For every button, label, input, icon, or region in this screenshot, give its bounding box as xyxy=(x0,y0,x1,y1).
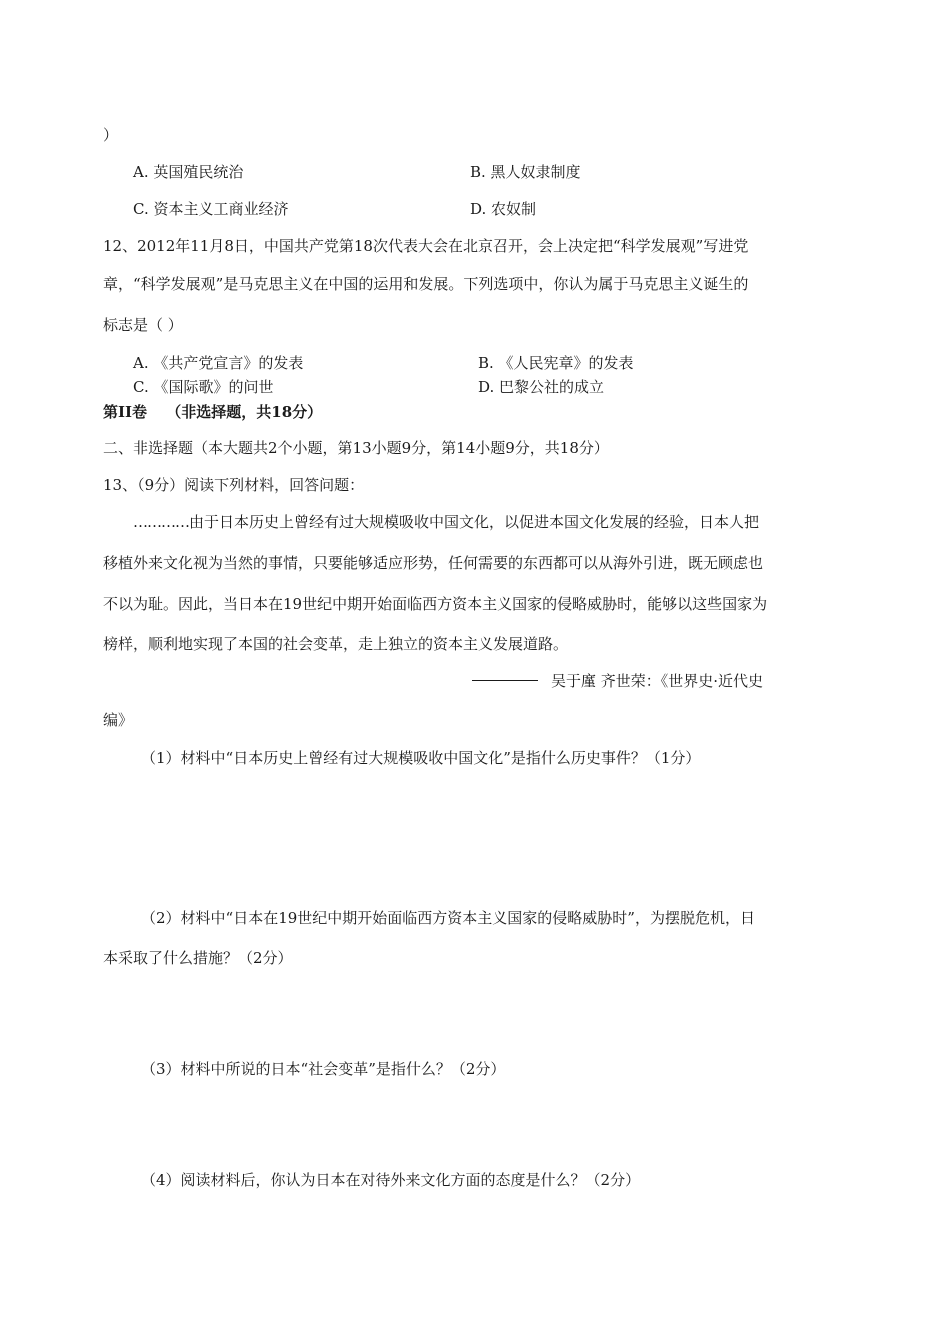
material-source-line-1: 吴于廑 齐世荣：《世界史·近代史 xyxy=(551,672,764,690)
q12-option-d: D. 巴黎公社的成立 xyxy=(478,378,605,396)
material-line-1 xyxy=(133,512,759,532)
material-line-2: 移植外来文化视为当然的事情，只要能够适应形势，任何需要的东西都可以从海外引进，既无顾虑也 xyxy=(103,554,764,572)
q11-option-c: C. 资本主义工商业经济 xyxy=(133,200,289,218)
q12-stem-line-1: 12、2012年11月8日，中国共产党第18次代表大会在北京召开，会上决定把“科学发展观”写进党 xyxy=(103,237,749,255)
source-dash xyxy=(472,680,538,681)
material-line-1-text: 由于日本历史上曾经有过大规模吸收中国文化，以促进本国文化发展的经验，日本人把 xyxy=(189,513,760,531)
q12-option-a: A. 《共产党宣言》的发表 xyxy=(133,354,304,372)
q13-sub-question-4: （4）阅读材料后，你认为日本在对待外来文化方面的态度是什么？（2分） xyxy=(141,1171,641,1189)
part2-heading-label: 第II卷 xyxy=(103,403,148,421)
material-line-3: 不以为耻。因此，当日本在19世纪中期开始面临西方资本主义国家的侵略威胁时，能够以这些国家为 xyxy=(103,595,768,613)
q13-sub-question-1: （1）材料中“日本历史上曾经有过大规模吸收中国文化”是指什么历史事件？（1分） xyxy=(141,749,701,767)
q11-tail: ） xyxy=(103,126,119,144)
q13-sub-question-2-line-1: （2）材料中“日本在19世纪中期开始面临西方资本主义国家的侵略威胁时”，为摆脱危机，日 xyxy=(141,909,755,927)
q11-option-d: D. 农奴制 xyxy=(470,200,537,218)
ellipsis-dots: ………… xyxy=(133,513,189,531)
q11-option-b: B. 黑人奴隶制度 xyxy=(470,163,581,181)
q13-sub-question-2-line-2: 本采取了什么措施？（2分） xyxy=(103,949,293,967)
part2-heading-note: （非选择题，共18分） xyxy=(166,403,323,421)
section-title: 二、非选择题（本大题共2个小题，第13小题9分，第14小题9分，共18分） xyxy=(103,439,609,457)
q12-option-b: B. 《人民宪章》的发表 xyxy=(478,354,634,372)
material-line-4: 榜样，顺利地实现了本国的社会变革，走上独立的资本主义发展道路。 xyxy=(103,635,569,653)
q12-stem-line-2: 章，“科学发展观”是马克思主义在中国的运用和发展。下列选项中，你认为属于马克思主义诞生的 xyxy=(103,275,749,293)
q12-stem-line-3: 标志是（ ） xyxy=(103,316,183,334)
q13-intro: 13、（9分）阅读下列材料，回答问题： xyxy=(103,476,365,494)
q11-option-a: A. 英国殖民统治 xyxy=(133,163,244,181)
material-source-line-2: 编》 xyxy=(103,711,134,729)
part2-heading xyxy=(103,402,322,422)
q13-sub-question-3: （3）材料中所说的日本“社会变革”是指什么？（2分） xyxy=(141,1060,506,1078)
q12-option-c: C. 《国际歌》的问世 xyxy=(133,378,274,396)
